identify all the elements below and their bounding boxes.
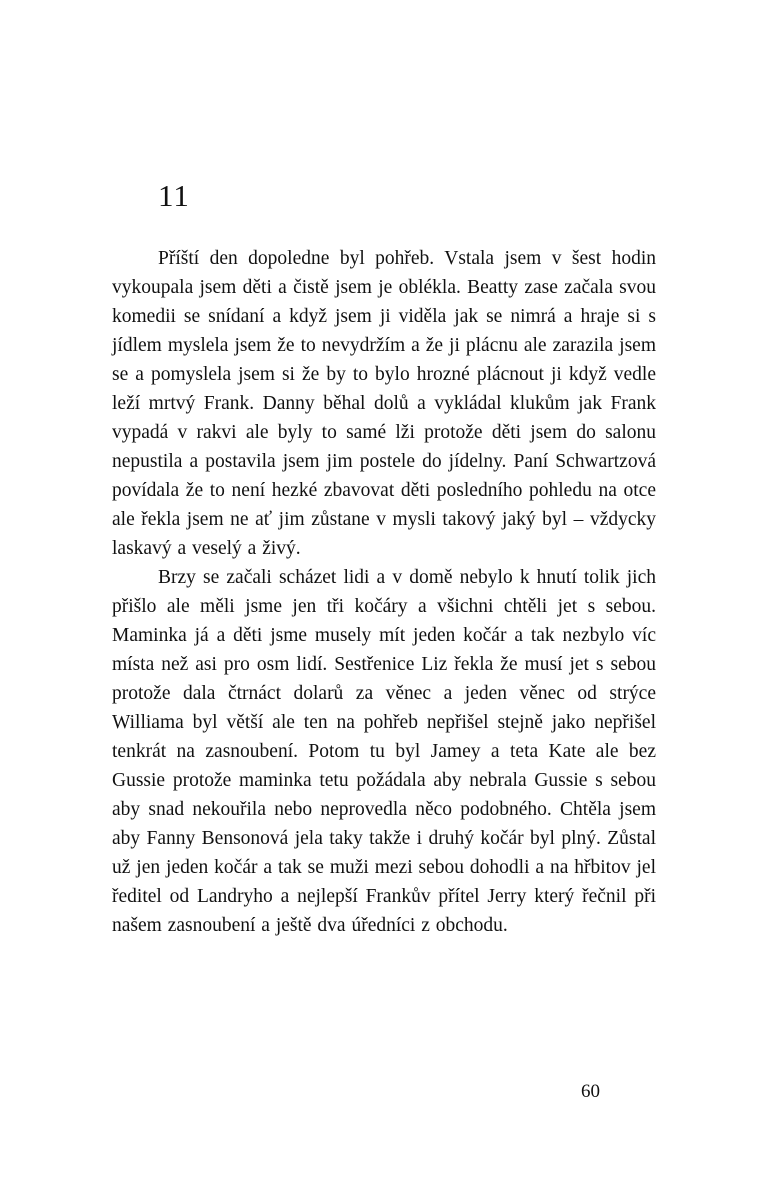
page-number: 60 — [581, 1081, 600, 1102]
chapter-number: 11 — [158, 178, 190, 213]
paragraph: Brzy se začali scházet lidi a v domě nebylo k hnutí tolik jich přišlo ale měli jsme jen tři kočáry a všichni chtěli jet s sebou. Maminka já a děti jsme musely mít jeden kočár a tak nezbylo víc místa než asi pro osm lidí. Sestřenice Liz řekla že musí jet s sebou protože dala čtrnáct dolarů za věnec a jeden věnec od strýce Williama byl větší ale ten na pohřeb nepřišel stejně jako nepřišel tenkrát na zasnoubení. Potom tu byl Jamey a teta Kate ale bez Gussie protože maminka tetu požádala aby nebrala Gussie s sebou aby snad nekouřila nebo neprovedla něco podobného. Chtěla jsem aby Fanny Bensonová jela taky takže i druhý kočár byl plný. Zůstal už jen jeden kočár a tak se muži mezi sebou dohodli a na hřbitov jel ředitel od Landryho a nejlepší Frankův přítel Jerry který řečnil při našem zasnoubení a ještě dva úředníci z obchodu. — [112, 567, 656, 936]
paragraph: Příští den dopoledne byl pohřeb. Vstala jsem v šest hodin vykoupala jsem děti a čistě jsem je oblékla. Beatty zase začala svou komedii se snídaní a když jsem ji viděla jak se nimrá a hraje si s jídlem myslela jsem že to nevydržím a že ji plácnu ale zarazila jsem se a pomyslela jsem si že by to bylo hrozné plácnout ji když vedle leží mrtvý Frank. Danny běhal dolů a vykládal klukům jak Frank vypadá v rakvi ale byly to samé lži protože děti jsem do salonu nepustila a postavila jsem jim postele do jídelny. Paní Schwartzová povídala že to není hezké zbavovat děti posledního pohledu na otce ale řekla jsem ne ať jim zůstane v mysli takový jaký byl – vždycky laskavý a veselý a živý. — [112, 248, 656, 559]
body-text — [112, 244, 656, 940]
